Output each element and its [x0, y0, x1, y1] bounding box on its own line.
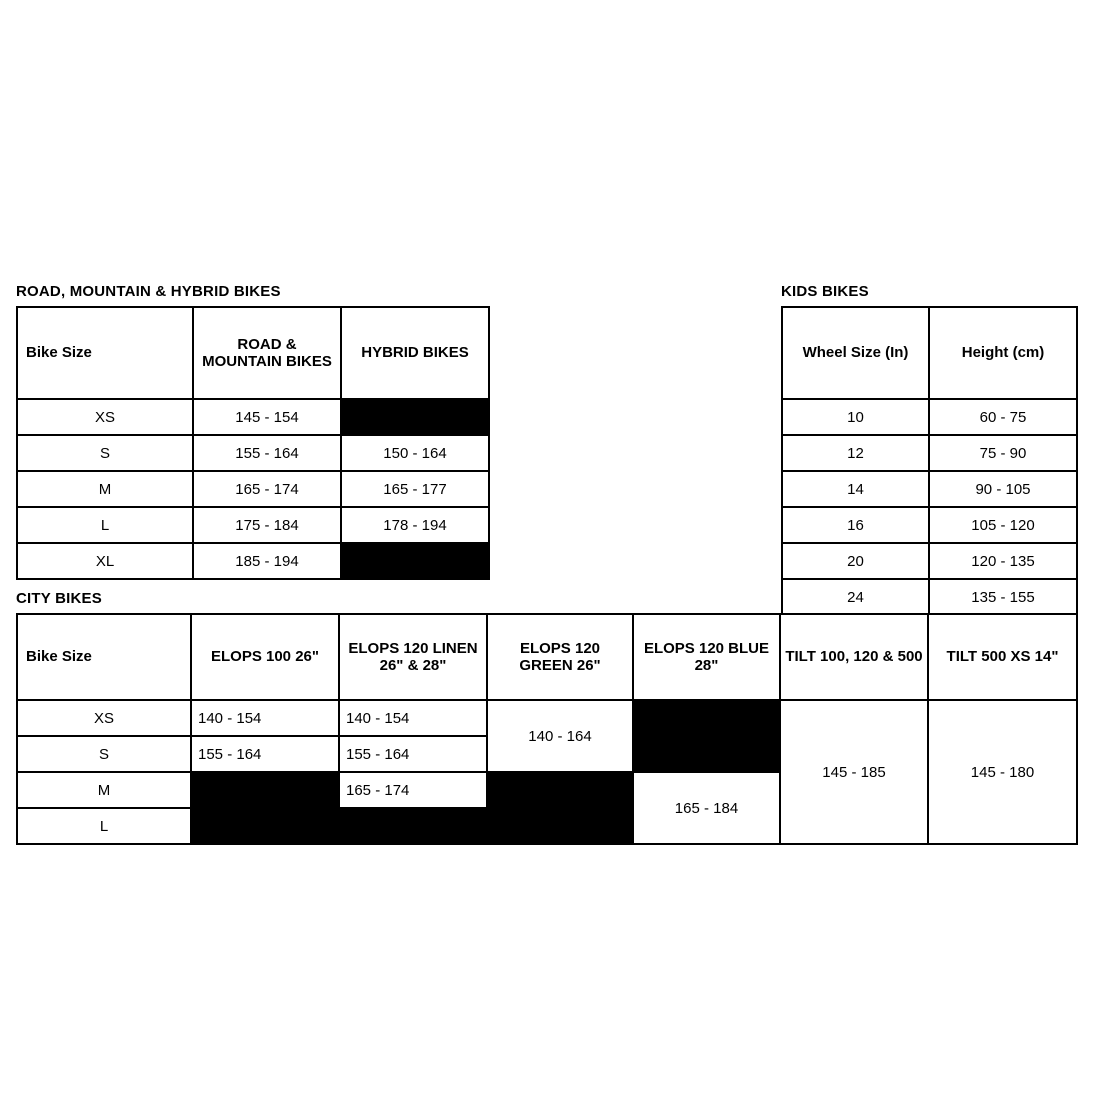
- cell-height: 90 - 105: [929, 471, 1077, 507]
- cell-bike-size: S: [17, 435, 193, 471]
- table-row: [17, 507, 489, 543]
- cell-tilt-100-120-500: 145 - 185: [780, 700, 928, 844]
- column-header-tilt-500-xs-14: TILT 500 XS 14": [928, 614, 1077, 700]
- city-bikes-section: [16, 590, 1076, 845]
- cell-hybrid-blackout: [341, 543, 489, 579]
- table-row: [782, 471, 1077, 507]
- column-header-road-mountain: ROAD & MOUNTAIN BIKES: [193, 307, 341, 399]
- cell-height: 105 - 120: [929, 507, 1077, 543]
- cell-bike-size: M: [17, 772, 191, 808]
- cell-road-mountain: 145 - 154: [193, 399, 341, 435]
- cell-wheel-size: 12: [782, 435, 929, 471]
- table-row: [17, 471, 489, 507]
- column-header-bike-size: Bike Size: [17, 307, 193, 399]
- cell-wheel-size: 10: [782, 399, 929, 435]
- cell-road-mountain: 165 - 174: [193, 471, 341, 507]
- table-row: [17, 399, 489, 435]
- kids-bikes-table: [781, 306, 1078, 616]
- table-row: [17, 435, 489, 471]
- table-row: [782, 435, 1077, 471]
- cell-hybrid: 165 - 177: [341, 471, 489, 507]
- road-mountain-hybrid-section: [16, 283, 488, 580]
- city-bikes-table: [16, 613, 1078, 845]
- table-row: [782, 507, 1077, 543]
- cell-bike-size: M: [17, 471, 193, 507]
- cell-bike-size: S: [17, 736, 191, 772]
- cell-hybrid-blackout: [341, 399, 489, 435]
- cell-elops-120-green: 140 - 164: [487, 700, 633, 772]
- cell-elops-120-green-blackout: [487, 772, 633, 844]
- cell-tilt-500-xs-14: 145 - 180: [928, 700, 1077, 844]
- cell-elops-120-linen-blackout: [339, 808, 487, 844]
- cell-elops-100-26-blackout: [191, 772, 339, 844]
- cell-elops-100-26: 155 - 164: [191, 736, 339, 772]
- table-header-row: [17, 614, 1077, 700]
- column-header-elops-120-green: ELOPS 120 GREEN 26": [487, 614, 633, 700]
- table-header-row: [782, 307, 1077, 399]
- cell-wheel-size: 20: [782, 543, 929, 579]
- cell-elops-120-linen: 165 - 174: [339, 772, 487, 808]
- cell-road-mountain: 155 - 164: [193, 435, 341, 471]
- cell-elops-120-linen: 155 - 164: [339, 736, 487, 772]
- city-bikes-title: CITY BIKES: [16, 590, 102, 607]
- cell-bike-size: L: [17, 808, 191, 844]
- kids-bikes-title: KIDS BIKES: [781, 283, 869, 300]
- column-header-elops-100-26: ELOPS 100 26": [191, 614, 339, 700]
- cell-elops-120-blue-blackout: [633, 700, 780, 772]
- column-header-tilt-100-120-500: TILT 100, 120 & 500: [780, 614, 928, 700]
- column-header-hybrid: HYBRID BIKES: [341, 307, 489, 399]
- table-row: [782, 543, 1077, 579]
- cell-height: 135 - 155: [929, 579, 1077, 615]
- kids-bikes-section: [781, 283, 1076, 616]
- table-row: [17, 543, 489, 579]
- cell-wheel-size: 14: [782, 471, 929, 507]
- table-row: [782, 399, 1077, 435]
- cell-wheel-size: 24: [782, 579, 929, 615]
- road-mountain-hybrid-table: [16, 306, 490, 580]
- cell-road-mountain: 185 - 194: [193, 543, 341, 579]
- cell-bike-size: XS: [17, 700, 191, 736]
- column-header-wheel-size: Wheel Size (In): [782, 307, 929, 399]
- table-header-row: [17, 307, 489, 399]
- cell-height: 75 - 90: [929, 435, 1077, 471]
- column-header-height: Height (cm): [929, 307, 1077, 399]
- cell-road-mountain: 175 - 184: [193, 507, 341, 543]
- cell-hybrid: 178 - 194: [341, 507, 489, 543]
- cell-height: 120 - 135: [929, 543, 1077, 579]
- cell-hybrid: 150 - 164: [341, 435, 489, 471]
- cell-bike-size: XL: [17, 543, 193, 579]
- cell-elops-120-blue: 165 - 184: [633, 772, 780, 844]
- cell-height: 60 - 75: [929, 399, 1077, 435]
- column-header-elops-120-blue: ELOPS 120 BLUE 28": [633, 614, 780, 700]
- cell-bike-size: XS: [17, 399, 193, 435]
- cell-elops-100-26: 140 - 154: [191, 700, 339, 736]
- cell-wheel-size: 16: [782, 507, 929, 543]
- road-mountain-hybrid-title: ROAD, MOUNTAIN & HYBRID BIKES: [16, 283, 281, 300]
- table-row: [17, 700, 1077, 736]
- column-header-elops-120-linen: ELOPS 120 LINEN 26" & 28": [339, 614, 487, 700]
- cell-bike-size: L: [17, 507, 193, 543]
- cell-elops-120-linen: 140 - 154: [339, 700, 487, 736]
- column-header-bike-size: Bike Size: [17, 614, 191, 700]
